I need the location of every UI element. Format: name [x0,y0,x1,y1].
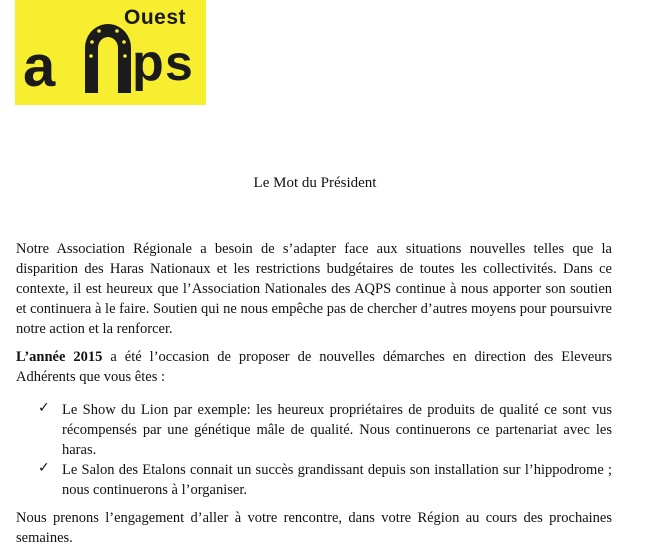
paragraph-intro [16,239,612,339]
logo-region-word: Ouest [124,6,187,29]
initiatives-list [38,400,612,500]
checkmark-icon: ✓ [38,400,50,416]
list-item [38,400,612,460]
paragraph-2015-text [16,347,612,387]
svg-text:p: p [132,34,164,92]
paragraph-2015 [16,347,612,387]
aqps-ouest-logo [15,0,206,105]
svg-text:a: a [23,34,56,99]
svg-text:s: s [165,35,193,91]
paragraph-intro-text: Notre Association Régionale a besoin de s’adapter face aux situations nouvelles telles que la disparition des Haras Nationaux et les restrictions budgétaires de toutes les collectivités. Dans ce contexte, il est heureux que l’Association Nationales des AQPS continue à nous apporter son soutien et continuera à le faire. Soutien qui ne nous empêche pas de chercher d’autres moyens pour poursuivre notre action et la renforcer. [16,241,612,337]
paragraph-2015-rest: a été l’occasion de proposer de nouvelles démarches en direction des Eleveurs Adhérents que vous êtes : [16,349,613,385]
checkmark-icon: ✓ [38,460,50,476]
paragraph-engagement [16,508,612,548]
paragraph-engagement-text: Nous prenons l’engagement d’aller à votre rencontre, dans votre Région au cours des prochaines semaines. [16,510,612,546]
year-highlight: L’année 2015 [16,349,103,365]
list-item-text: Le Salon des Etalons connait un succès grandissant depuis son installation sur l’hippodrome ; nous continuerons à l’organiser. [62,462,612,498]
list-item [38,460,612,500]
list-item-text: Le Show du Lion par exemple: les heureux propriétaires de produits de qualité ce sont vus récompensés par une génétique mâle de qualité. Nous continuerons ce partenariat avec les haras. [62,402,612,458]
document-title: Le Mot du Président [253,175,377,191]
